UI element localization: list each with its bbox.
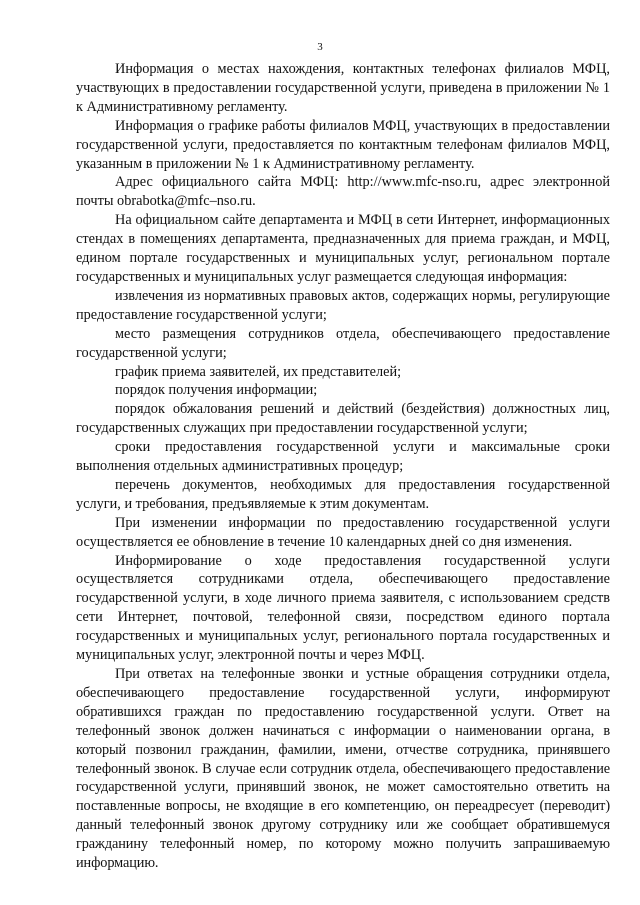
list-item-staff-location: место размещения сотрудников отдела, обеспечивающего предоставление государственной услуги; [76, 325, 610, 361]
document-body [76, 60, 610, 873]
paragraph-information-update: При изменении информации по предоставлению государственной услуги осуществляется ее обновление в течение 10 календарных дней со дня изменения. [76, 514, 610, 550]
paragraph-mfc-website: Адрес официального сайта МФЦ: http://www.mfc-nso.ru, адрес электронной почты obrabotka@mfc–nso.ru. [76, 174, 610, 210]
list-item-appeal-procedure: порядок обжалования решений и действий (бездействия) должностных лиц, государственных служащих при предоставлении государственной услуги; [76, 401, 610, 437]
paragraph-progress-informing: Информирование о ходе предоставления государственной услуги осуществляется сотрудниками отдела, обеспечивающего предоставление государственной услуги, в ходе личного приема заявителя, с использованием средств сети Интернет, почтовой, телефонной связи, посредством единого портала государственных и муниципальных услуг, регионального портала государственных и муниципальных услуг, электронной почты и через МФЦ. [76, 552, 610, 664]
list-item-reception-schedule: график приема заявителей, их представителей; [115, 363, 402, 380]
paragraph-mfc-schedule: Информация о графике работы филиалов МФЦ, участвующих в предоставлении государственной услуги, предоставляется по контактным телефонам филиалов МФЦ, указанным в приложении № 1 к Административному регламенту. [76, 117, 610, 172]
paragraph-phone-calls: При ответах на телефонные звонки и устные обращения сотрудники отдела, обеспечивающего предоставление государственной услуги, информируют обратившихся граждан по предоставлению государственной услуги. Ответ на телефонный звонок должен начинаться с информации о наименовании органа, в который позвонил гражданин, фамилии, имени, отчестве сотрудника, принявшего телефонный звонок. В случае если сотрудник отдела, обеспечивающего предоставление государственной услуги, принявший звонок, не может самостоятельно ответить на поставленные вопросы, не входящие в его компетенцию, он переадресует (переводит) данный телефонный звонок другому сотруднику или же сообщает обратившемуся гражданину телефонный номер, по которому можно получить запрашиваемую информацию. [76, 666, 610, 872]
list-item-documents: перечень документов, необходимых для предоставления государственной услуги, и требования, предъявляемые к этим документам. [76, 476, 610, 512]
list-item-information-procedure: порядок получения информации; [115, 382, 318, 399]
list-item-deadlines: сроки предоставления государственной услуги и максимальные сроки выполнения отдельных административных процедур; [76, 439, 610, 475]
paragraph-information-placement: На официальном сайте департамента и МФЦ в сети Интернет, информационных стендах в помещениях департамента, предназначенных для приема граждан, и МФЦ, едином портале государственных и муниципальных услуг, региональном портале государственных и муниципальных услуг размещается следующая информация: [76, 212, 610, 285]
list-item-normative-acts: извлечения из нормативных правовых актов, содержащих нормы, регулирующие предоставление государственной услуги; [76, 287, 610, 323]
paragraph-mfc-locations: Информация о местах нахождения, контактных телефонах филиалов МФЦ, участвующих в предоставлении государственной услуги, приведена в приложении № 1 к Административному регламенту. [76, 61, 610, 115]
page-number: 3 [317, 41, 323, 53]
